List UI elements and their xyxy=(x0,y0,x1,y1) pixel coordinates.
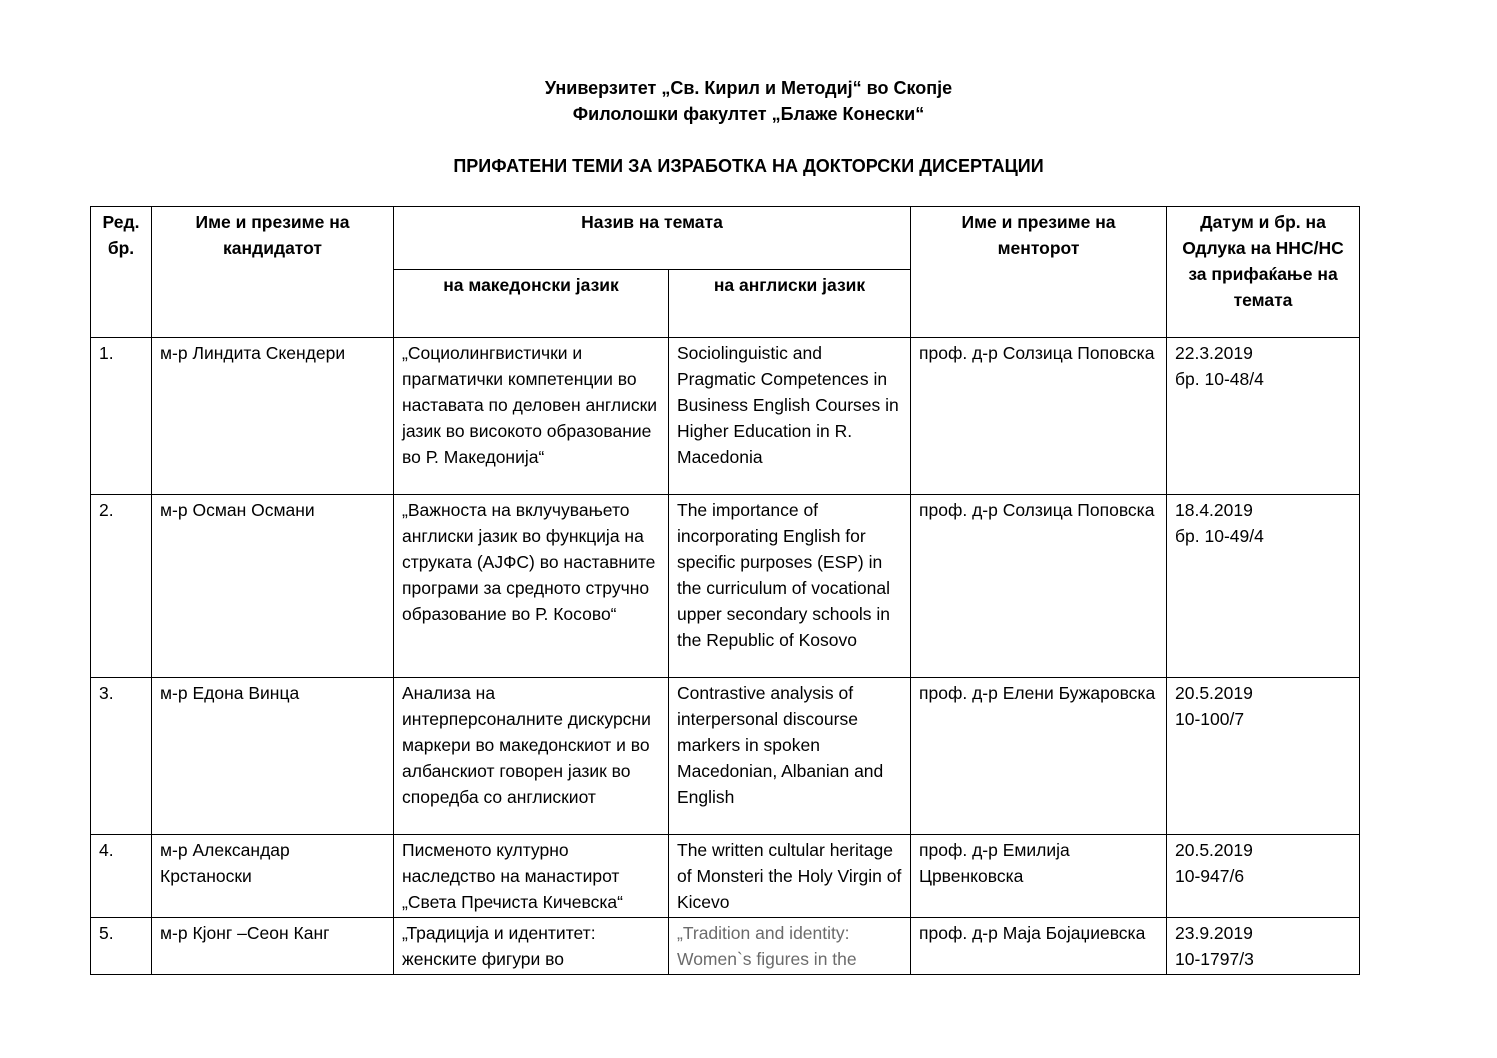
row-candidate: м-р Линдита Скендери xyxy=(152,338,394,495)
table-row xyxy=(91,835,1360,918)
row-decision xyxy=(1167,338,1360,495)
row-topic-en: Sociolinguistic and Pragmatic Competences in Business English Courses in Higher Education in R. Macedonia xyxy=(669,338,911,495)
col-header-topic: Назив на темата xyxy=(394,207,911,270)
row-candidate: м-р Осман Османи xyxy=(152,495,394,678)
row-decision xyxy=(1167,918,1360,975)
row-mentor: проф. д-р Елени Бужаровска xyxy=(911,678,1167,835)
row-topic-mk: Писменото културно наследство на манастирот „Света Пречиста Кичевска“ xyxy=(394,835,669,918)
row-candidate: м-р Кјонг –Сеон Канг xyxy=(152,918,394,975)
university-title: Универзитет „Св. Кирил и Методиј“ во Скопје xyxy=(544,78,953,98)
dissertation-topics-table xyxy=(90,206,1360,975)
row-decision-no: 10-100/7 xyxy=(1175,709,1245,729)
row-decision xyxy=(1167,495,1360,678)
row-candidate: м-р Александар Крстаноски xyxy=(152,835,394,918)
col-header-candidate: Име и презиме на кандидатот xyxy=(152,207,394,338)
row-topic-mk: „Социолингвистички и прагматички компетенции во наставата по деловен англиски јазик во високото образование во Р. Македонија“ xyxy=(394,338,669,495)
row-date: 20.5.2019 xyxy=(1175,840,1253,860)
row-no: 1. xyxy=(91,338,152,495)
row-date: 20.5.2019 xyxy=(1175,683,1253,703)
row-topic-mk: „Важноста на вклучувањето англиски јазик во функција на струката (АЈФС) во наставните програми за средното стручно образование во Р. Косово“ xyxy=(394,495,669,678)
row-decision-no: 10-1797/3 xyxy=(1175,949,1254,969)
row-decision xyxy=(1167,678,1360,835)
row-decision-no: бр. 10-48/4 xyxy=(1175,369,1264,389)
table-row xyxy=(91,678,1360,835)
row-no: 3. xyxy=(91,678,152,835)
row-mentor: проф. д-р Емилија Црвенковска xyxy=(911,835,1167,918)
row-date: 23.9.2019 xyxy=(1175,923,1253,943)
col-header-topic-en: на англиски јазик xyxy=(669,270,911,338)
row-date: 22.3.2019 xyxy=(1175,343,1253,363)
table-row xyxy=(91,495,1360,678)
col-header-mentor: Име и презиме на менторот xyxy=(911,207,1167,338)
row-mentor: проф. д-р Маја Бојаџиевска xyxy=(911,918,1167,975)
row-decision-no: 10-947/6 xyxy=(1175,866,1245,886)
row-decision xyxy=(1167,835,1360,918)
row-topic-mk: „Традиција и идентитет: женските фигури во xyxy=(394,918,669,975)
faculty-title: Филолошки факултет „Блаже Конески“ xyxy=(572,104,925,124)
col-header-no: Ред. бр. xyxy=(91,207,152,338)
col-header-decision: Датум и бр. на Одлука на ННС/НС за прифаќање на темата xyxy=(1167,207,1360,338)
document-title: ПРИФАТЕНИ ТЕМИ ЗА ИЗРАБОТКА НА ДОКТОРСКИ ДИСЕРТАЦИИ xyxy=(453,156,1044,176)
row-candidate: м-р Едона Винца xyxy=(152,678,394,835)
row-topic-en: „Tradition and identity: Women`s figures in the xyxy=(669,918,911,975)
row-decision-no: бр. 10-49/4 xyxy=(1175,526,1264,546)
table-row xyxy=(91,918,1360,975)
row-no: 5. xyxy=(91,918,152,975)
row-date: 18.4.2019 xyxy=(1175,500,1253,520)
table-row xyxy=(91,338,1360,495)
row-mentor: проф. д-р Солзица Поповска xyxy=(911,338,1167,495)
row-topic-en: Contrastive analysis of interpersonal discourse markers in spoken Macedonian, Albanian and English xyxy=(669,678,911,835)
row-mentor: проф. д-р Солзица Поповска xyxy=(911,495,1167,678)
row-topic-en: The written cultular heritage of Monsteri the Holy Virgin of Kicevo xyxy=(669,835,911,918)
row-topic-en: The importance of incorporating English for specific purposes (ESP) in the curriculum of vocational upper secondary schools in the Republic of Kosovo xyxy=(669,495,911,678)
row-no: 4. xyxy=(91,835,152,918)
col-header-topic-mk: на македонски јазик xyxy=(394,270,669,338)
row-no: 2. xyxy=(91,495,152,678)
row-topic-mk: Анализа на интерперсоналните дискурсни маркери во македонскиот и во албанскиот говорен јазик во споредба со англискиот xyxy=(394,678,669,835)
